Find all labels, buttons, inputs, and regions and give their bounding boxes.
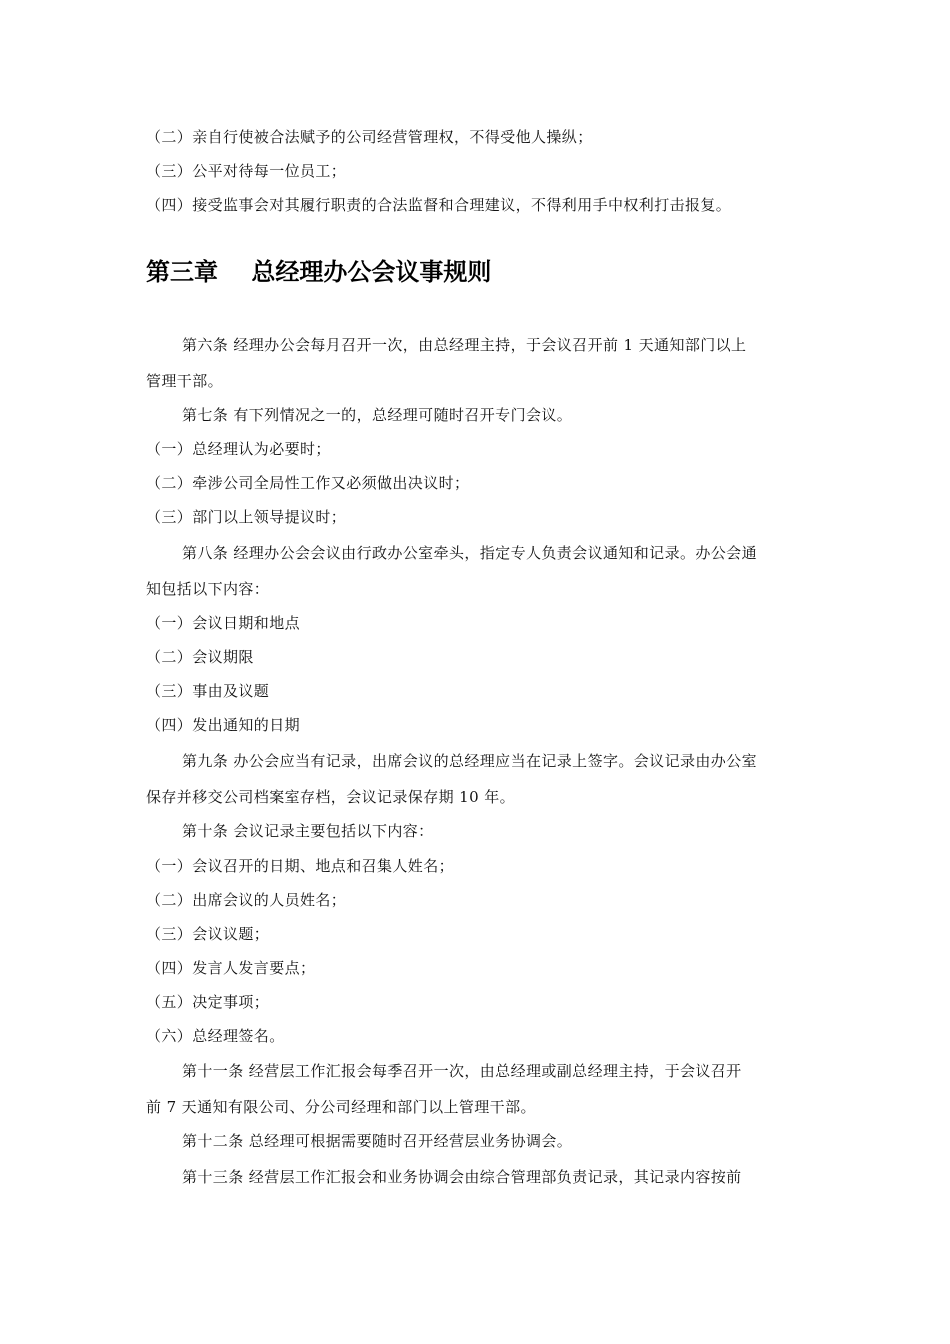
list-item: （四）接受监事会对其履行职责的合法监督和合理建议，不得利用手中权利打击报复。 — [146, 196, 732, 214]
list-item: （六）总经理签名。 — [146, 1027, 285, 1045]
list-item: （三）会议议题； — [146, 925, 270, 943]
list-item: （五）决定事项； — [146, 993, 270, 1011]
article-13-line-1: 第十三条 经营层工作汇报会和业务协调会由综合管理部负责记录，其记录内容按前 — [182, 1168, 742, 1186]
list-item: （一）会议日期和地点 — [146, 614, 301, 632]
article-9-line-1: 第九条 办公会应当有记录，出席会议的总经理应当在记录上签字。会议记录由办公室 — [182, 752, 757, 770]
list-item: （二）会议期限 — [146, 648, 254, 666]
article-12: 第十二条 总经理可根据需要随时召开经营层业务协调会。 — [182, 1132, 573, 1150]
article-11-line-2: 前 7 天通知有限公司、分公司经理和部门以上管理干部。 — [146, 1098, 536, 1116]
article-9-line-2: 保存并移交公司档案室存档，会议记录保存期 10 年。 — [146, 788, 516, 806]
list-item: （四）发出通知的日期 — [146, 716, 301, 734]
list-item: （二）出席会议的人员姓名； — [146, 891, 347, 909]
list-item: （四）发言人发言要点； — [146, 959, 316, 977]
article-8-line-1: 第八条 经理办公会会议由行政办公室牵头，指定专人负责会议通知和记录。办公会通 — [182, 544, 757, 562]
article-8-line-2: 知包括以下内容： — [146, 580, 270, 598]
list-item: （一）会议召开的日期、地点和召集人姓名； — [146, 857, 455, 875]
list-item: （三）公平对待每一位员工； — [146, 162, 347, 180]
article-11-line-1: 第十一条 经营层工作汇报会每季召开一次，由总经理或副总经理主持，于会议召开 — [182, 1062, 742, 1080]
chapter-title: 第三章 总经理办公会议事规则 — [146, 258, 492, 286]
article-10: 第十条 会议记录主要包括以下内容： — [182, 822, 434, 840]
list-item: （三）部门以上领导提议时； — [146, 508, 347, 526]
list-item: （二）亲自行使被合法赋予的公司经营管理权，不得受他人操纵； — [146, 128, 593, 146]
list-item: （二）牵涉公司全局性工作又必须做出决议时； — [146, 474, 470, 492]
article-6-line-2: 管理干部。 — [146, 372, 224, 390]
article-7: 第七条 有下列情况之一的，总经理可随时召开专门会议。 — [182, 406, 573, 424]
list-item: （一）总经理认为必要时； — [146, 440, 331, 458]
list-item: （三）事由及议题 — [146, 682, 270, 700]
article-6-line-1: 第六条 经理办公会每月召开一次，由总经理主持，于会议召开前 1 天通知部门以上 — [182, 336, 747, 354]
